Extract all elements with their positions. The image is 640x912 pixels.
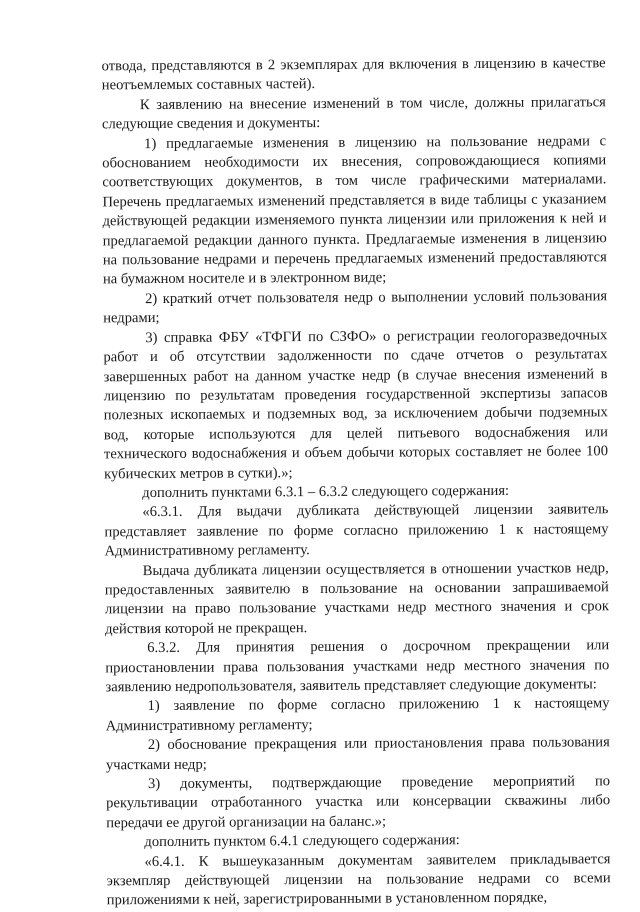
paragraph-2: К заявлению на внесение изменений в том числе, должны прилагаться следующие сведения и документы:	[101, 94, 606, 133]
paragraph-4: 2) краткий отчет пользователя недр о выполнении условий пользования недрами;	[103, 288, 608, 327]
paragraph-12: 3) документы, подтверждающие проведение мероприятий по рекультивации отработанного участка или консервации скважины либо передачи ее другой организации на баланс.»;	[106, 773, 611, 832]
paragraph-14: «6.4.1. К вышеуказанным документам заявителем прикладывается экземпляр действующей лицензии на пользование недрами со всеми приложениями к ней, зарегистрированными в установленном порядке,	[106, 850, 611, 909]
paragraph-6: дополнить пунктами 6.3.1 – 6.3.2 следующего содержания:	[142, 482, 510, 502]
paragraph-7: «6.3.1. Для выдачи дубликата действующей лицензии заявитель представляет заявление по форме согласно приложению 1 к настоящему Административному регламенту.	[104, 501, 609, 560]
paragraph-10: 1) заявление по форме согласно приложению 1 к настоящему Административному регламенту;	[105, 695, 610, 735]
document-body	[102, 54, 611, 911]
paragraph-1: отвода, представляются в 2 экземплярах для включения в лицензию в качестве неотъемлемых составных частей).	[101, 55, 606, 94]
paragraph-8: Выдача дубликата лицензии осуществляется в отношении участков недр, предоставленных заявителю в пользование на основании запрашиваемой лицензии на право пользование участками недр местного значения и срок действия которой не прекращен.	[104, 559, 610, 638]
paragraph-3: 1) предлагаемые изменения в лицензию на пользование недрами с обоснованием необходимости их внесения, сопровождающиеся копиями соответствующих документов, в том числе графическими материалами. Перечень предлагаемых изменений представляется в виде таблицы с указанием действующей редакции изменяемого пункта лицензии или приложения к ней и предлагаемой редакции данного пункта. Предлагаемые изменения в лицензию на пользование недрами и перечень предлагаемых изменений предоставляются на бумажном носителе и в электронном виде;	[102, 132, 607, 288]
paragraph-13: дополнить пунктом 6.4.1 следующего содержания:	[144, 832, 460, 851]
paragraph-11: 2) обоснование прекращения или приостановления права пользования участками недр;	[105, 734, 610, 773]
paragraph-5: 3) справка ФБУ «ТФГИ по СЗФО» о регистрации геологоразведочных работ и об отсутствии задолженности по сдаче отчетов о результатах завершенных работ на данном участке недр (в случае внесения изменений в лицензию по результатам проведения государственной экспертизы запасов полезных ископаемых и подземных вод, за исключением добычи подземных вод, которые используются для целей питьевого водоснабжения или технического водоснабжения и объем добычи которых составляет не более 100 кубических метров в сутки).»;	[103, 326, 609, 482]
paragraph-9: 6.3.2. Для принятия решения о досрочном прекращении или приостановлении права пользования участками недр местного значения по заявлению недропользователя, заявитель представляет следующие документы:	[105, 637, 610, 696]
